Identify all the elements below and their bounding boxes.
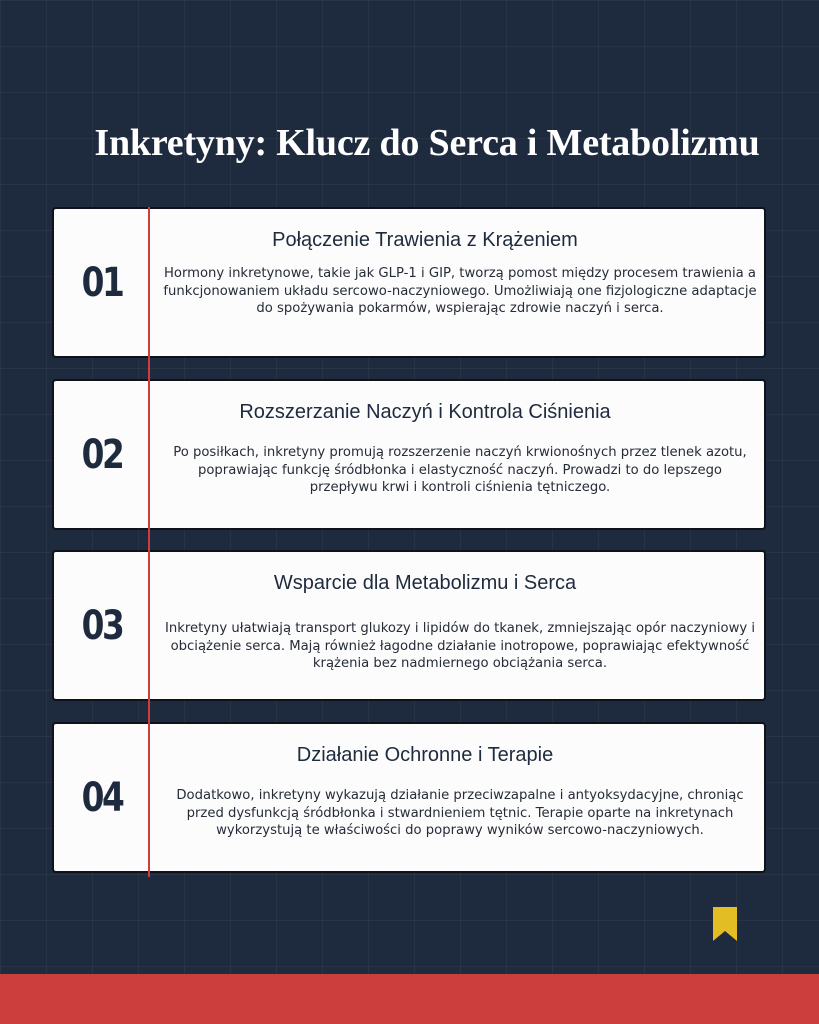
card-body: Po posiłkach, inkretyny promują rozszerzenie naczyń krwionośnych przez tlenek azotu, poprawiając funkcję śródbłonka i elastyczność naczyń. Prowadzi to do lepszego przepływu krwi i kontroli ciśnienia tętniczego. bbox=[173, 445, 747, 495]
card-title: Działanie Ochronne i Terapie bbox=[296, 744, 554, 766]
card-number: 02 bbox=[81, 431, 123, 478]
info-card-3 bbox=[52, 550, 766, 701]
footer-bar bbox=[0, 974, 819, 1024]
card-body: Dodatkowo, inkretyny wykazują działanie przeciwzapalne i antyoksydacyjne, chroniąc przed dysfunkcją śródbłonka i stwardnieniem tętnic. Terapie oparte na inkretynach wykorzystują te właściwości do poprawy wyników sercowo-naczyniowych. bbox=[176, 788, 744, 838]
card-body: Hormony inkretynowe, takie jak GLP-1 i GIP, tworzą pomost między procesem trawienia a funkcjonowaniem układu sercowo-naczyniowego. Umożliwiają one fizjologiczne adaptacje do spożywania pokarmów, wspierając zdrowie naczyń i serca. bbox=[163, 266, 757, 316]
card-title: Rozszerzanie Naczyń i Kontrola Ciśnienia bbox=[239, 401, 611, 423]
info-card-4 bbox=[52, 722, 766, 873]
card-body: Inkretyny ułatwiają transport glukozy i lipidów do tkanek, zmniejszając opór naczyniowy i obciążenie serca. Mają również łagodne działanie inotropowe, poprawiając efektywność krążenia bez nadmiernego obciążania serca. bbox=[164, 621, 756, 671]
bookmark-icon[interactable] bbox=[712, 906, 738, 942]
page-title: Inkretyny: Klucz do Serca i Metabolizmu bbox=[94, 122, 760, 164]
card-number: 01 bbox=[81, 259, 123, 306]
timeline-divider bbox=[148, 207, 150, 877]
info-card-1 bbox=[52, 207, 766, 358]
card-number: 03 bbox=[81, 602, 123, 649]
card-number: 04 bbox=[81, 774, 123, 821]
info-card-2 bbox=[52, 379, 766, 530]
card-title: Połączenie Trawienia z Krążeniem bbox=[272, 229, 578, 251]
card-title: Wsparcie dla Metabolizmu i Serca bbox=[273, 572, 577, 594]
